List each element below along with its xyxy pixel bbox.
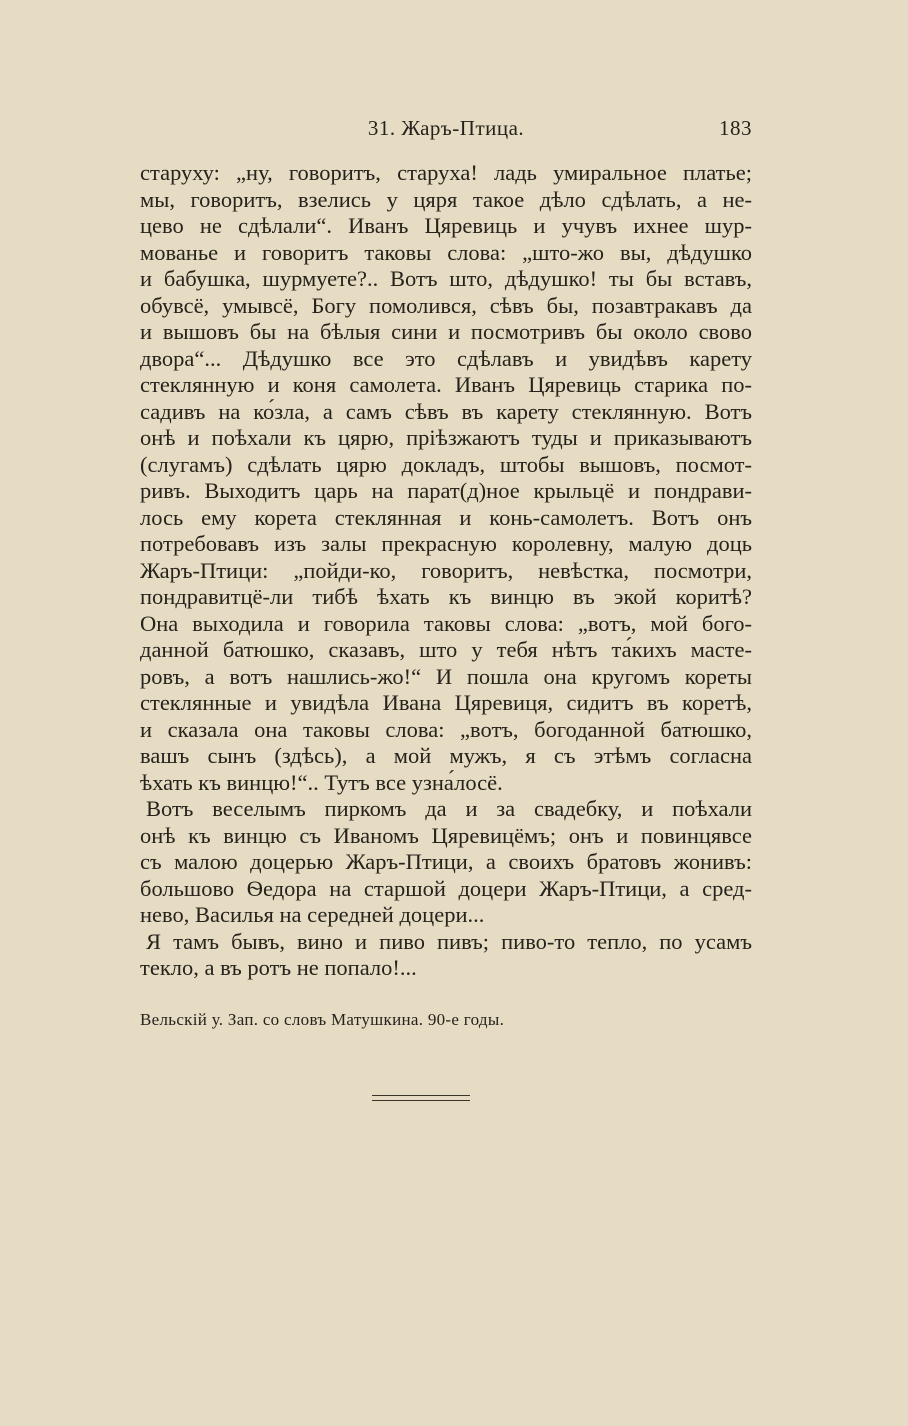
text-body [140,160,752,982]
text-line: ривъ. Выходитъ царь на парат(д)ное крыльцё и пондрави- [140,478,752,503]
text-line: нево, Василья на середней доцери... [140,902,485,927]
text-line: большово Ѳедора на старшой доцери Жаръ-Птици, а сред- [140,875,752,901]
text-line: ровъ, а вотъ нашлись-жо!“ И пошла она кругомъ кореты [140,663,752,689]
text-line: ѣхать къ винцю!“.. Тутъ все узна́лосё. [140,769,503,795]
running-header [140,116,752,142]
end-rule [372,1095,470,1096]
page-number: 183 [719,116,752,140]
source-note: Вельскій у. Зап. со словъ Матушкина. 90-е годы. [140,1010,505,1029]
text-line: данной батюшко, сказавъ, што у тебя нѣтъ та́кихъ масте- [140,637,752,662]
text-line: стеклянную и коня самолета. Иванъ Цяревиць старика по- [140,372,752,397]
text-line: Я тамъ бывъ, вино и пиво пивъ; пиво-то тепло, по усамъ [146,928,752,954]
text-line: старуху: „ну, говоритъ, старуха! ладь умиральное платье; [140,160,752,185]
text-line: (слугамъ) сдѣлать цярю докладъ, штобы вышовъ, посмот- [140,451,752,477]
text-line: лось ему корета стеклянная и конь-самолетъ. Вотъ онъ [140,504,752,530]
chapter-title: 31. Жаръ-Птица. [367,116,525,140]
text-line: двора“... Дѣдушко все это сдѣлавъ и увидѣвъ карету [140,345,752,371]
text-line: съ малою доцерью Жаръ-Птици, а своихъ братовъ жонивъ: [140,849,752,874]
text-line: и вышовъ бы на бѣлыя сини и посмотривъ бы около свово [140,319,752,344]
end-rule [372,1100,470,1101]
text-line: стеклянные и увидѣла Ивана Цяревиця, сидитъ въ коретѣ, [140,690,752,715]
text-line: и сказала она таковы слова: „вотъ, богоданной батюшко, [140,716,752,742]
text-line: мы, говоритъ, взелись у цяря такое дѣло сдѣлать, а не- [140,186,752,212]
text-line: Она выходила и говорила таковы слова: „вотъ, мой бого- [140,610,752,636]
text-line: вашъ сынъ (здѣсь), а мой мужъ, я съ этѣмъ согласна [140,743,752,768]
text-line: обувсё, умывсё, Богу помолився, сѣвъ бы, позавтракавъ да [140,292,752,318]
text-line: онѣ къ винцю съ Иваномъ Цяревицёмъ; онъ и повинцявсе [140,822,752,848]
text-line: и бабушка, шурмуете?.. Вотъ што, дѣдушко! ты бы вставъ, [140,266,752,291]
text-line: текло, а въ ротъ не попало!... [140,955,417,980]
text-line: Жаръ-Птици: „пойди-ко, говоритъ, невѣстка, посмотри, [140,557,752,583]
text-line: потребовавъ изъ залы прекрасную королевну, малую доць [140,531,752,556]
text-line: цево не сдѣлали“. Иванъ Цяревиць и учувъ ихнее шур- [140,213,752,238]
text-line: садивъ на ко́зла, а самъ сѣвъ въ карету стеклянную. Вотъ [140,398,752,424]
text-line: пондравитцё-ли тибѣ ѣхать къ винцю въ экой коритѣ? [140,584,752,609]
text-line: онѣ и поѣхали къ цярю, пріѣзжаютъ туды и приказываютъ [140,425,752,450]
text-line: Вотъ веселымъ пиркомъ да и за свадебку, и поѣхали [146,796,752,821]
text-line: мованье и говоритъ таковы слова: „што-жо вы, дѣдушко [140,239,752,265]
